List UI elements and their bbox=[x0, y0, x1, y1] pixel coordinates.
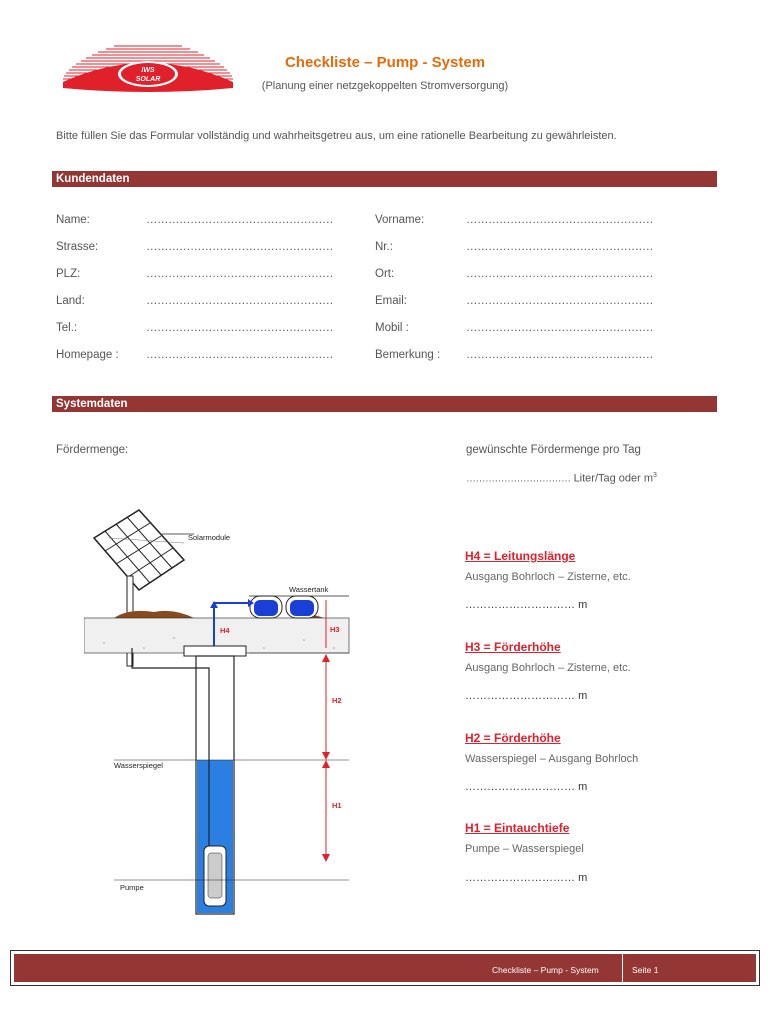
section-kundendaten: Kundendaten bbox=[52, 171, 717, 187]
solar-panel-icon bbox=[94, 510, 194, 590]
field-vorname[interactable]: …………………………………………… bbox=[466, 214, 653, 226]
field-plz[interactable]: …………………………………………… bbox=[146, 268, 333, 280]
field-email[interactable]: …………………………………………… bbox=[466, 295, 653, 307]
wasserspiegel-label: Wasserspiegel bbox=[114, 761, 163, 770]
field-strasse[interactable]: …………………………………………… bbox=[146, 241, 333, 253]
footer-page-number: Seite 1 bbox=[632, 965, 659, 975]
h1-desc: Pumpe – Wasserspiegel bbox=[465, 843, 584, 855]
page-title: Checkliste – Pump - System bbox=[284, 54, 486, 71]
field-liter-tag[interactable] bbox=[466, 472, 657, 485]
h1-input[interactable] bbox=[465, 872, 587, 884]
logo-text-1: IWS bbox=[141, 67, 155, 74]
label-strasse: Strasse: bbox=[56, 241, 99, 253]
water-tank-icon bbox=[250, 596, 318, 618]
h1-marker: H1 bbox=[332, 801, 342, 810]
logo-text-2: SOLAR bbox=[135, 76, 161, 83]
h4-input[interactable] bbox=[465, 599, 587, 611]
field-bemerkung[interactable]: …………………………………………… bbox=[466, 349, 653, 361]
pumpe-label: Pumpe bbox=[120, 883, 144, 892]
field-homepage[interactable]: …………………………………………… bbox=[146, 349, 333, 361]
field-land[interactable]: …………………………………………… bbox=[146, 295, 333, 307]
h4-dots: ………………………… bbox=[465, 599, 575, 611]
footer-divider bbox=[622, 954, 623, 982]
field-mobil[interactable]: …………………………………………… bbox=[466, 322, 653, 334]
label-mobil: Mobil : bbox=[375, 322, 409, 334]
label-tel: Tel.: bbox=[56, 322, 78, 334]
h1-title: H1 = Eintauchtiefe bbox=[465, 821, 570, 835]
label-plz: PLZ: bbox=[56, 268, 81, 280]
field-tel[interactable]: …………………………………………… bbox=[146, 322, 333, 334]
h3-marker: H3 bbox=[330, 625, 340, 634]
label-vorname: Vorname: bbox=[375, 214, 425, 226]
label-wunsch-foerdermenge: gewünschte Fördermenge pro Tag bbox=[466, 444, 641, 456]
label-land: Land: bbox=[56, 295, 85, 307]
field-name[interactable]: …………………………………………… bbox=[146, 214, 333, 226]
footer-bar bbox=[14, 954, 756, 982]
h3-desc: Ausgang Bohrloch – Zisterne, etc. bbox=[465, 662, 631, 674]
label-nr: Nr.: bbox=[375, 241, 393, 253]
h3-input[interactable] bbox=[465, 690, 587, 702]
h2-dots: ………………………… bbox=[465, 781, 575, 793]
h1-dots: ………………………… bbox=[465, 872, 575, 884]
h4-title: H4 = Leitungslänge bbox=[465, 549, 576, 563]
h4-desc: Ausgang Bohrloch – Zisterne, etc. bbox=[465, 571, 631, 583]
footer-doc-title: Checkliste – Pump - System bbox=[492, 965, 599, 975]
page-subtitle: (Planung einer netzgekoppelten Stromversorgung) bbox=[261, 80, 509, 92]
label-email: Email: bbox=[375, 295, 407, 307]
h4-marker: H4 bbox=[220, 626, 230, 635]
h2-marker: H2 bbox=[332, 696, 342, 705]
label-homepage: Homepage : bbox=[56, 349, 119, 361]
h3-dots: ………………………… bbox=[465, 690, 575, 702]
label-foerdermenge: Fördermenge: bbox=[56, 444, 129, 456]
liter-dots: …………………………… bbox=[466, 473, 571, 485]
label-ort: Ort: bbox=[375, 268, 395, 280]
intro-text: Bitte füllen Sie das Formular vollständig und wahrheitsgetreu aus, um eine rationelle Bearbeitung zu gewährleisten. bbox=[56, 130, 617, 142]
h4-unit: m bbox=[578, 599, 588, 611]
h2-unit: m bbox=[578, 781, 588, 793]
pump-system-diagram bbox=[84, 508, 354, 918]
h2-desc: Wasserspiegel – Ausgang Bohrloch bbox=[465, 753, 639, 765]
h3-unit: m bbox=[578, 690, 588, 702]
h2-input[interactable] bbox=[465, 781, 587, 793]
page-footer bbox=[10, 950, 760, 986]
pump-icon bbox=[204, 846, 226, 906]
label-bemerkung: Bemerkung : bbox=[375, 349, 441, 361]
h1-unit: m bbox=[578, 872, 588, 884]
label-name: Name: bbox=[56, 214, 90, 226]
wassertank-label: Wassertank bbox=[289, 585, 329, 594]
liter-unit: Liter/Tag oder m bbox=[573, 472, 654, 485]
field-nr[interactable]: …………………………………………… bbox=[466, 241, 653, 253]
solarmodule-label: Solarmodule bbox=[188, 533, 231, 542]
h3-title: H3 = Förderhöhe bbox=[465, 640, 561, 654]
liter-sup: 3 bbox=[653, 472, 657, 479]
field-ort[interactable]: …………………………………………… bbox=[466, 268, 653, 280]
section-systemdaten: Systemdaten bbox=[52, 396, 717, 412]
h2-title: H2 = Förderhöhe bbox=[465, 731, 561, 745]
